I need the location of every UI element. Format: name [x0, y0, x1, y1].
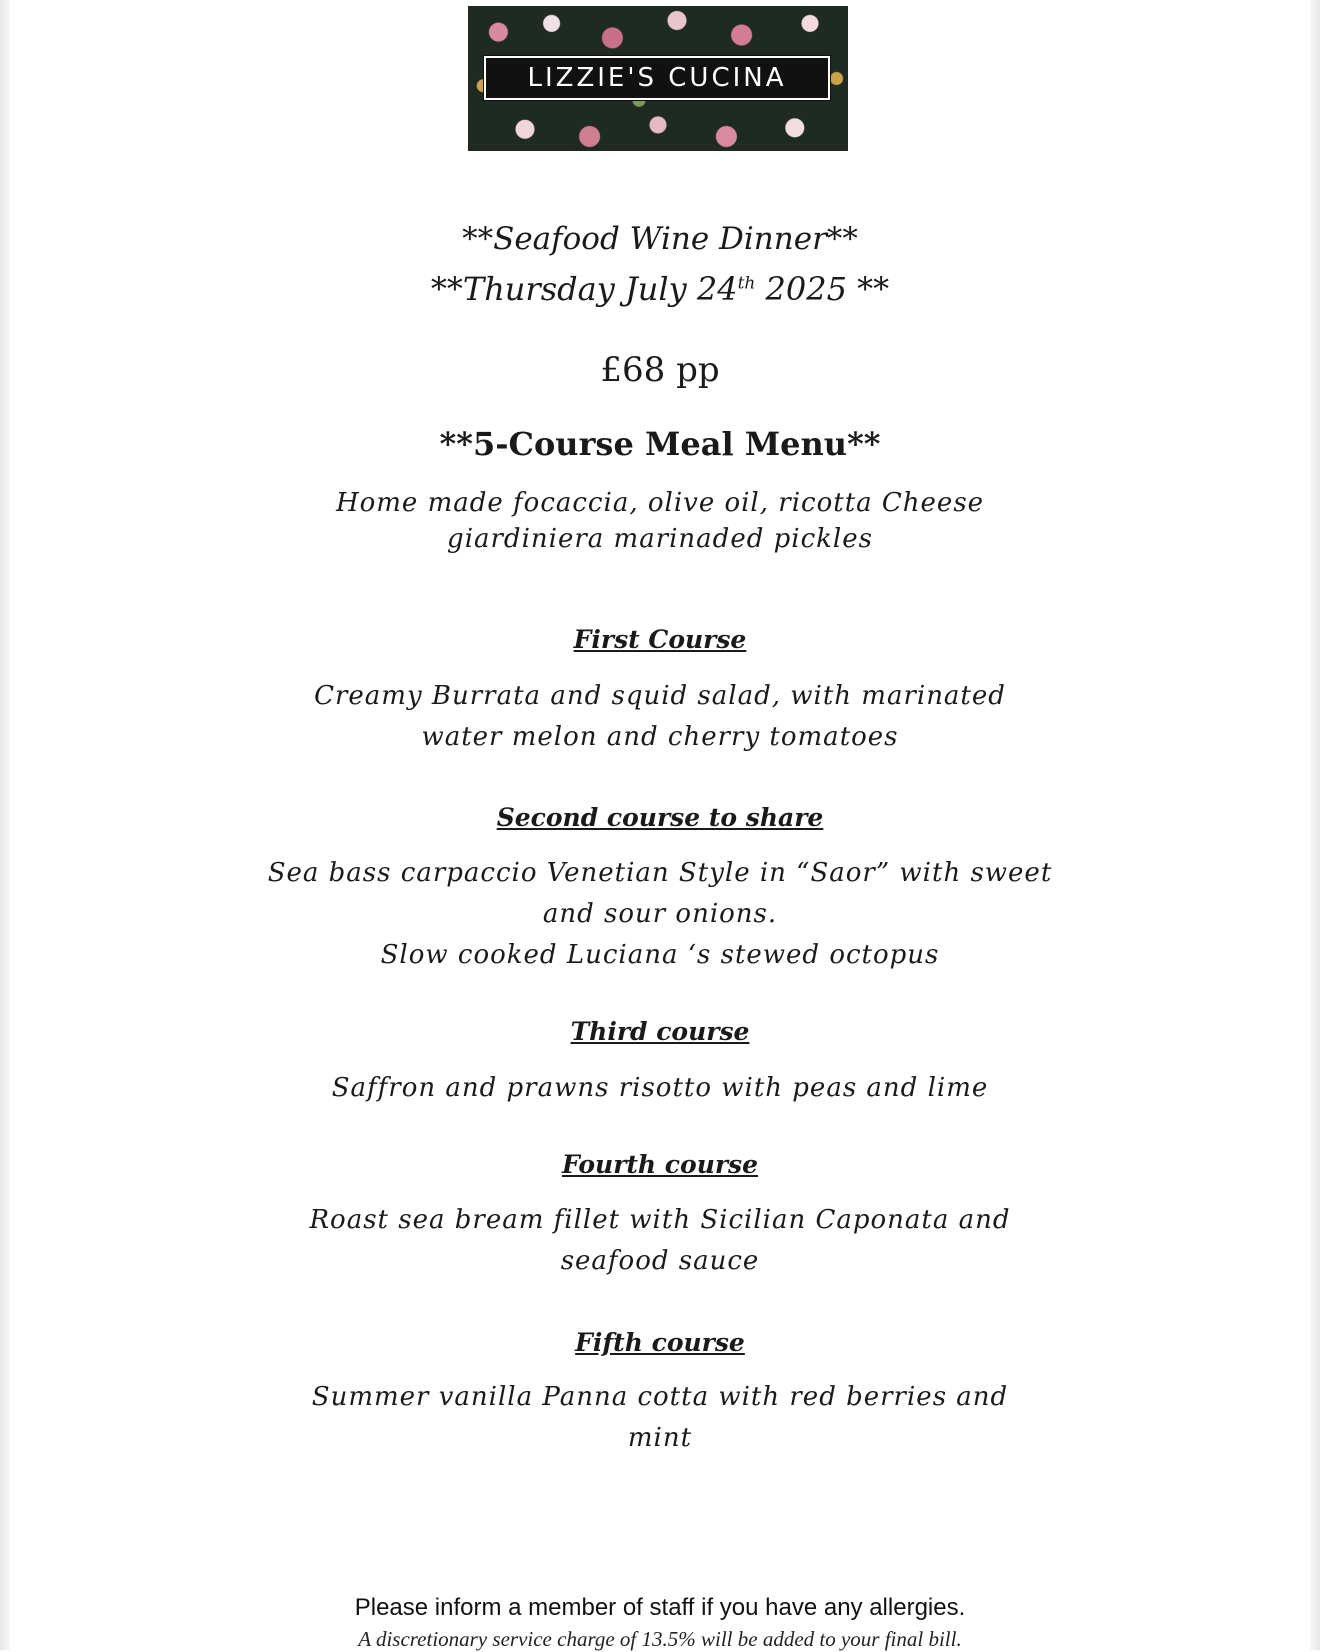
course-heading-first: First Course — [573, 625, 747, 654]
course-description-first — [10, 676, 1310, 758]
starter-line: Home made focaccia, olive oil, ricotta Cheese — [335, 488, 985, 518]
course-description-second — [10, 853, 1310, 976]
service-charge-note: A discretionary service charge of 13.5% will be added to your final bill. — [358, 1627, 962, 1651]
dish-line: Sea bass carpaccio Venetian Style in “Saor” with sweet — [267, 858, 1053, 888]
event-title: **Seafood Wine Dinner** — [462, 221, 858, 257]
event-date-year: 2025 ** — [755, 270, 890, 308]
logo-text: LIZZIE'S CUCINA — [527, 63, 787, 93]
starter-description — [10, 485, 1310, 557]
menu-title: **5-Course Meal Menu** — [439, 425, 881, 463]
course-description-third — [10, 1068, 1310, 1109]
course-heading-fourth: Fourth course — [561, 1150, 759, 1179]
dish-line: Saffron and prawns risotto with peas and lime — [331, 1073, 989, 1103]
course-description-fifth — [10, 1377, 1310, 1459]
event-date-suffix-sup: th — [737, 273, 756, 294]
course-heading-second: Second course to share — [496, 803, 824, 832]
page-edge-right — [1310, 0, 1320, 1650]
menu-page — [10, 0, 1310, 1650]
dish-line: Slow cooked Luciana ‘s stewed octopus — [380, 940, 940, 970]
course-heading-fifth: Fifth course — [575, 1328, 745, 1357]
course-description-fourth — [10, 1200, 1310, 1282]
allergy-note: Please inform a member of staff if you have any allergies. — [354, 1594, 966, 1621]
event-date-prefix: **Thursday July 24 — [430, 270, 738, 308]
dish-line: and sour onions. — [542, 899, 778, 929]
dish-line: Creamy Burrata and squid salad, with marinated — [314, 681, 1006, 711]
price: £68 pp — [600, 350, 720, 390]
logo-plate — [484, 56, 830, 100]
dish-line: Summer vanilla Panna cotta with red berries and — [311, 1382, 1009, 1412]
event-date — [10, 270, 1310, 308]
dish-line: mint — [627, 1423, 693, 1453]
dish-line: Roast sea bream fillet with Sicilian Caponata and — [309, 1205, 1011, 1235]
dish-line: water melon and cherry tomatoes — [421, 722, 899, 752]
course-heading-third: Third course — [570, 1017, 750, 1046]
page-edge-left — [0, 0, 10, 1650]
starter-line: giardiniera marinaded pickles — [447, 524, 873, 554]
restaurant-logo — [468, 6, 848, 151]
dish-line: seafood sauce — [560, 1246, 760, 1276]
